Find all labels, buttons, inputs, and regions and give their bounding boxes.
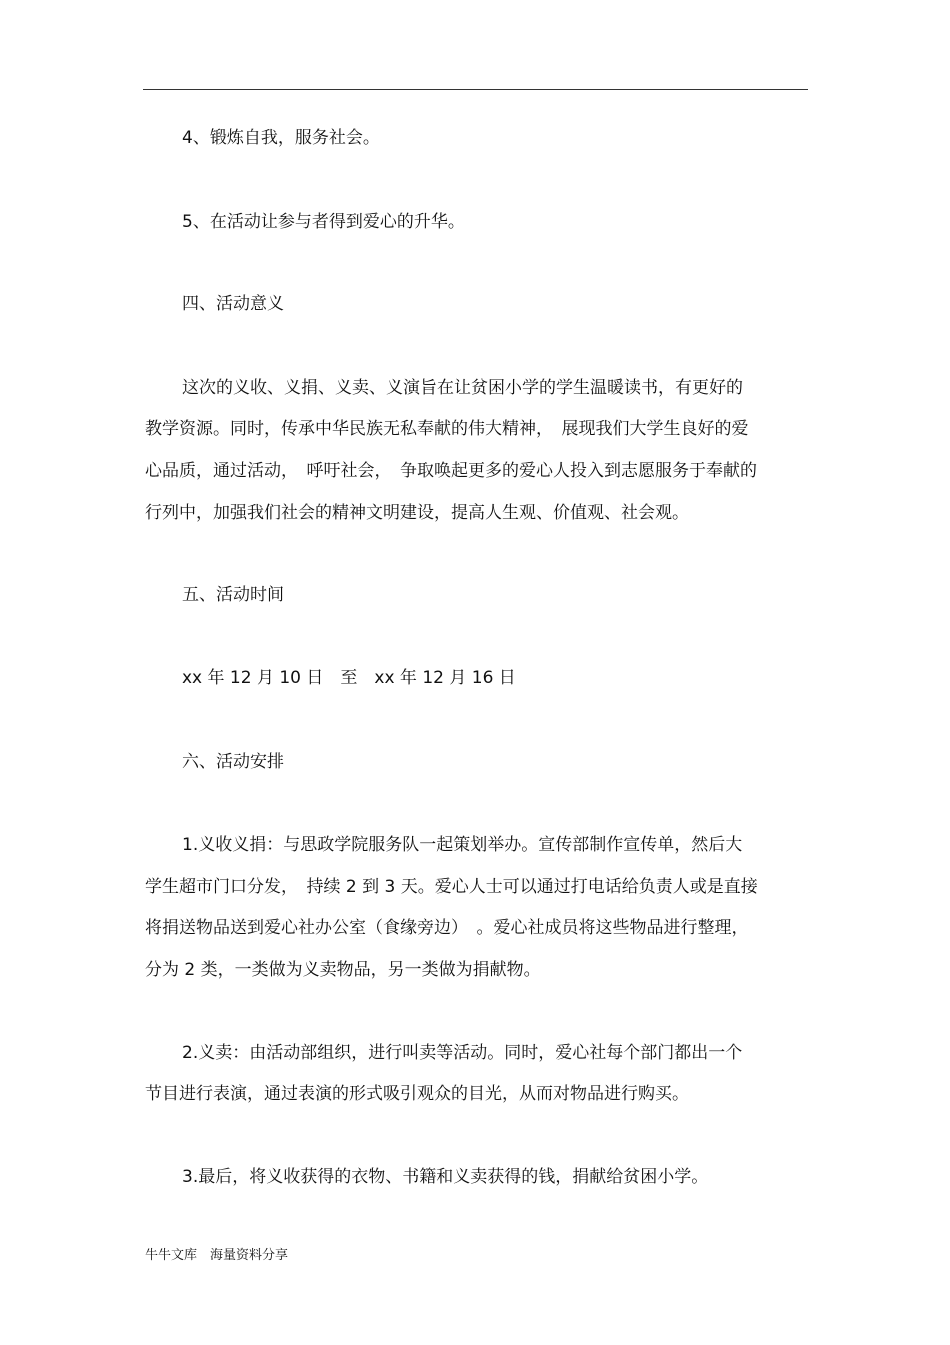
paragraph-line: 节目进行表演，通过表演的形式吸引观众的目光，从而对物品进行购买。 [145,1084,689,1104]
paragraph-line: 学生超市门口分发， 持续 2 到 3 天。爱心人士可以通过打电话给负责人或是直接 [145,877,758,897]
footer-text: 牛牛文库 海量资料分享 [145,1248,289,1263]
goal-item-5: 5、在活动让参与者得到爱心的升华。 [182,212,465,232]
goal-item-4: 4、锻炼自我，服务社会。 [182,128,380,148]
paragraph-line: 行列中，加强我们社会的精神文明建设，提高人生观、价值观、社会观。 [145,503,689,523]
paragraph-line: 2.义卖：由活动部组织，进行叫卖等活动。同时，爱心社每个部门都出一个 [182,1043,743,1063]
paragraph-line: 1.义收义捐：与思政学院服务队一起策划举办。宣传部制作宣传单，然后大 [182,835,743,855]
paragraph-line: 教学资源。同时，传承中华民族无私奉献的伟大精神， 展现我们大学生良好的爱 [145,419,749,439]
section-heading-arrangement: 六、活动安排 [182,752,284,772]
paragraph-line: 分为 2 类，一类做为义卖物品，另一类做为捐献物。 [145,960,541,980]
paragraph-line: 这次的义收、义捐、义卖、义演旨在让贫困小学的学生温暖读书，有更好的 [182,378,743,398]
paragraph-line: 3.最后，将义收获得的衣物、书籍和义卖获得的钱，捐献给贫困小学。 [182,1167,709,1187]
header-rule [143,89,808,90]
activity-date-range: xx 年 12 月 10 日 至 xx 年 12 月 16 日 [182,668,516,688]
paragraph-line: 将捐送物品送到爱心社办公室（食缘旁边） 。爱心社成员将这些物品进行整理， [145,918,749,938]
paragraph-line: 心品质，通过活动， 呼吁社会， 争取唤起更多的爱心人投入到志愿服务于奉献的 [145,461,757,481]
section-heading-significance: 四、活动意义 [182,294,284,314]
section-heading-time: 五、活动时间 [182,585,284,605]
